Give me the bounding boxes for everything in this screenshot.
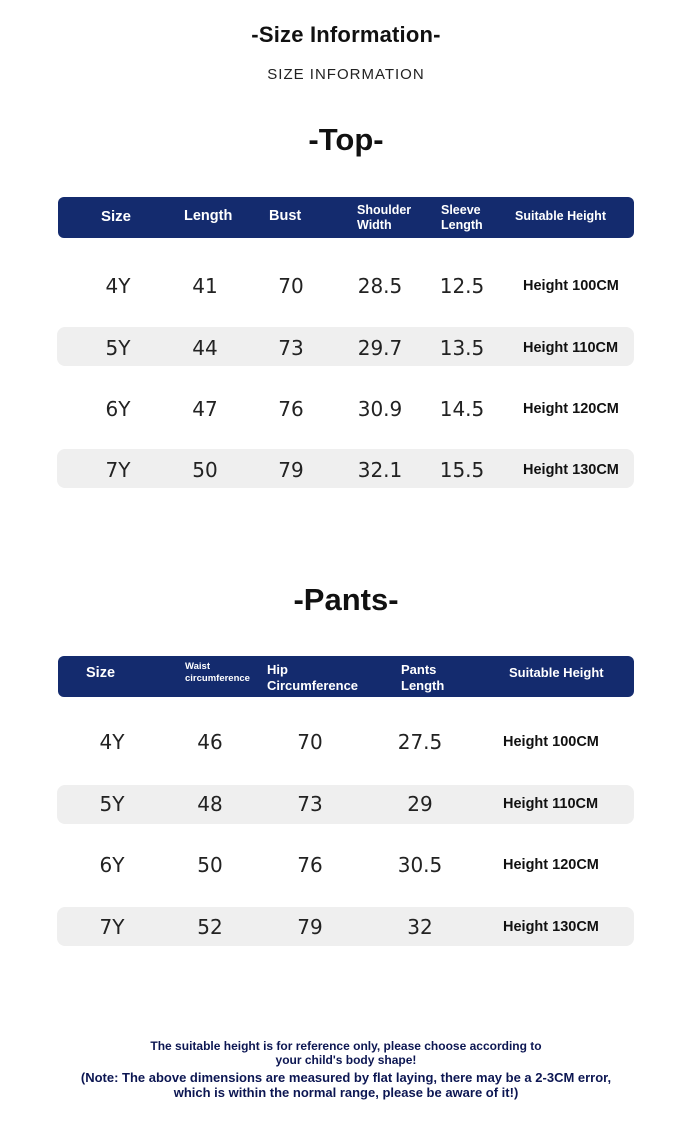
pants-header-length-line2: Length: [401, 678, 445, 693]
pants-table-header: [58, 656, 634, 697]
size-cell: 7Y: [99, 915, 125, 939]
pants-length-cell: 29: [407, 792, 433, 816]
top-header-sleeve-line1: Sleeve: [441, 203, 481, 217]
sleeve-length-cell: 12.5: [439, 274, 485, 298]
waist-cell: 46: [197, 730, 223, 754]
suitable-height-cell: Height 130CM: [503, 919, 599, 935]
top-table-header: [58, 197, 634, 238]
length-cell: 41: [192, 274, 218, 298]
note-line-4: which is within the normal range, please be aware of it!): [173, 1085, 519, 1100]
pants-section-title: -Pants-: [293, 582, 399, 617]
size-cell: 5Y: [105, 336, 131, 360]
shoulder-width-cell: 30.9: [357, 397, 403, 421]
sleeve-length-cell: 14.5: [439, 397, 485, 421]
top-header-sleeve-line2: Length: [441, 218, 483, 232]
sleeve-length-cell: 15.5: [439, 458, 485, 482]
top-header-shoulder-line2: Width: [357, 218, 392, 232]
top-header-size: Size: [101, 208, 132, 225]
bust-cell: 73: [278, 336, 304, 360]
top-header-suitable-height: Suitable Height: [515, 209, 606, 223]
size-cell: 4Y: [105, 274, 131, 298]
suitable-height-cell: Height 110CM: [503, 796, 599, 812]
size-cell: 7Y: [105, 458, 131, 482]
hip-cell: 79: [297, 915, 323, 939]
shoulder-width-cell: 28.5: [357, 274, 403, 298]
suitable-height-cell: Height 100CM: [503, 734, 599, 750]
note-line-2: your child's body shape!: [275, 1053, 417, 1067]
note-line-1: The suitable height is for reference only, please choose according to: [150, 1039, 542, 1053]
pants-header-suitable-height: Suitable Height: [509, 665, 604, 680]
pants-header-waist-line2: circumference: [185, 673, 250, 684]
top-header-sleeve: [441, 203, 483, 233]
pants-header-waist: [185, 661, 250, 685]
top-header-shoulder: [357, 203, 411, 233]
suitable-height-cell: Height 130CM: [523, 462, 619, 478]
hip-cell: 70: [297, 730, 323, 754]
suitable-height-cell: Height 120CM: [523, 401, 619, 417]
shoulder-width-cell: 29.7: [357, 336, 403, 360]
top-header-shoulder-line1: Shoulder: [357, 203, 412, 217]
suitable-height-cell: Height 100CM: [523, 278, 619, 294]
top-header-bust: Bust: [269, 208, 302, 224]
pants-header-length: [401, 662, 444, 694]
pants-length-cell: 32: [407, 915, 433, 939]
suitable-height-cell: Height 110CM: [523, 340, 619, 356]
bust-cell: 79: [278, 458, 304, 482]
suitable-height-cell: Height 120CM: [503, 857, 599, 873]
page-subtitle: SIZE INFORMATION: [267, 66, 425, 83]
length-cell: 47: [192, 397, 218, 421]
pants-header-hip-line1: Hip: [267, 662, 288, 677]
size-cell: 6Y: [99, 853, 125, 877]
hip-cell: 76: [297, 853, 323, 877]
page-title: -Size Information-: [251, 22, 441, 47]
sleeve-length-cell: 13.5: [439, 336, 485, 360]
bust-cell: 70: [278, 274, 304, 298]
note-line-3: (Note: The above dimensions are measured by flat laying, there may be a 2-3CM error,: [80, 1070, 612, 1085]
pants-header-size: Size: [86, 665, 116, 681]
top-section-title: -Top-: [308, 122, 384, 157]
pants-header-length-line1: Pants: [401, 662, 437, 677]
bust-cell: 76: [278, 397, 304, 421]
pants-header-hip-line2: Circumference: [267, 678, 359, 693]
length-cell: 50: [192, 458, 218, 482]
top-header-length: Length: [184, 208, 233, 224]
size-cell: 5Y: [99, 792, 125, 816]
hip-cell: 73: [297, 792, 323, 816]
pants-length-cell: 30.5: [397, 853, 443, 877]
length-cell: 44: [192, 336, 218, 360]
waist-cell: 50: [197, 853, 223, 877]
pants-header-hip: [267, 662, 358, 694]
shoulder-width-cell: 32.1: [357, 458, 403, 482]
waist-cell: 52: [197, 915, 223, 939]
waist-cell: 48: [197, 792, 223, 816]
pants-header-waist-line1: Waist: [185, 661, 210, 672]
size-cell: 4Y: [99, 730, 125, 754]
size-cell: 6Y: [105, 397, 131, 421]
pants-length-cell: 27.5: [397, 730, 443, 754]
